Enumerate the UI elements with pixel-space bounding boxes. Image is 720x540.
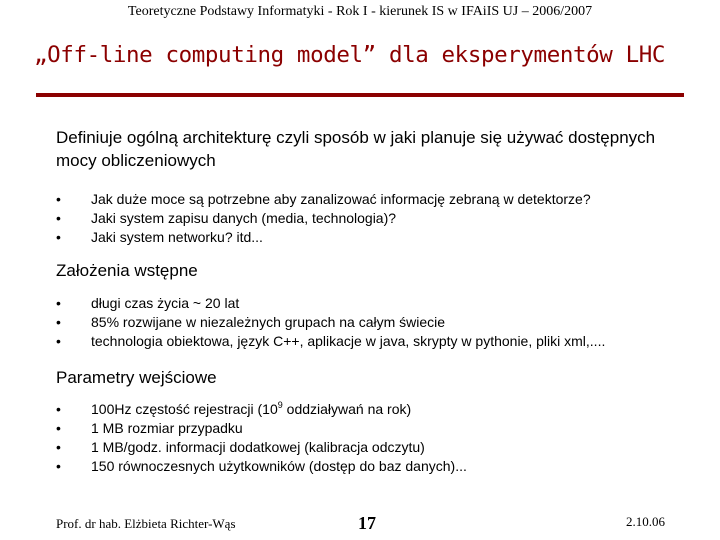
section2-list bbox=[56, 294, 706, 351]
list-item: • 85% rozwijane w niezależnych grupach na całym świecie bbox=[56, 314, 446, 330]
page-number: 17 bbox=[358, 513, 376, 533]
bullet-icon: • bbox=[56, 401, 61, 417]
slide-header: Teoretyczne Podstawy Informatyki - Rok I - kierunek IS w IFAiIS UJ – 2006/2007 bbox=[127, 4, 593, 19]
slide-title: „Off-line computing model” dla eksperymentów LHC bbox=[34, 42, 666, 68]
bullet-icon: • bbox=[56, 314, 61, 330]
list-item: • Jaki system networku? itd... bbox=[56, 229, 263, 245]
bullet-icon: • bbox=[56, 439, 61, 455]
list-item: • 100Hz częstość rejestracji ($10^9$ oddziaływań na rok) bbox=[56, 400, 412, 417]
section3-list bbox=[56, 400, 706, 476]
bullet-icon: • bbox=[56, 210, 61, 226]
section1-list bbox=[56, 190, 706, 247]
bullet-icon: • bbox=[56, 458, 61, 474]
section2-heading: Założenia wstępne bbox=[56, 261, 198, 280]
intro-paragraph: Definiuje ogólną architekturę czyli sposób w jaki planuje się używać dostępnych mocy obliczeniowych bbox=[56, 128, 656, 170]
bullet-icon: • bbox=[56, 295, 61, 311]
footer-author: Prof. dr hab. Elżbieta Richter-Wąs bbox=[56, 516, 236, 531]
bullet-icon: • bbox=[56, 229, 61, 245]
list-item: • technologia obiektowa, język C++, aplikacje w java, skrypty w pythonie, pliki xml,.... bbox=[56, 333, 606, 349]
list-item: • 150 równoczesnych użytkowników (dostęp do baz danych)... bbox=[56, 458, 467, 474]
section3-heading: Parametry wejściowe bbox=[56, 368, 217, 387]
list-item: • 1 MB rozmiar przypadku bbox=[56, 420, 243, 436]
footer-date: 2.10.06 bbox=[626, 514, 665, 529]
bullet-icon: • bbox=[56, 191, 61, 207]
bullet-icon: • bbox=[56, 333, 61, 349]
list-item: • 1 MB/godz. informacji dodatkowej (kalibracja odczytu) bbox=[56, 439, 425, 455]
list-item: • długi czas życia ~ 20 lat bbox=[56, 295, 240, 311]
list-item: • Jaki system zapisu danych (media, technologia)? bbox=[56, 210, 397, 226]
title-divider bbox=[36, 93, 684, 97]
exponent: 9 bbox=[277, 400, 283, 410]
list-item: • Jak duże moce są potrzebne aby zanalizować informację zebraną w detektorze? bbox=[56, 191, 591, 207]
bullet-icon: • bbox=[56, 420, 61, 436]
